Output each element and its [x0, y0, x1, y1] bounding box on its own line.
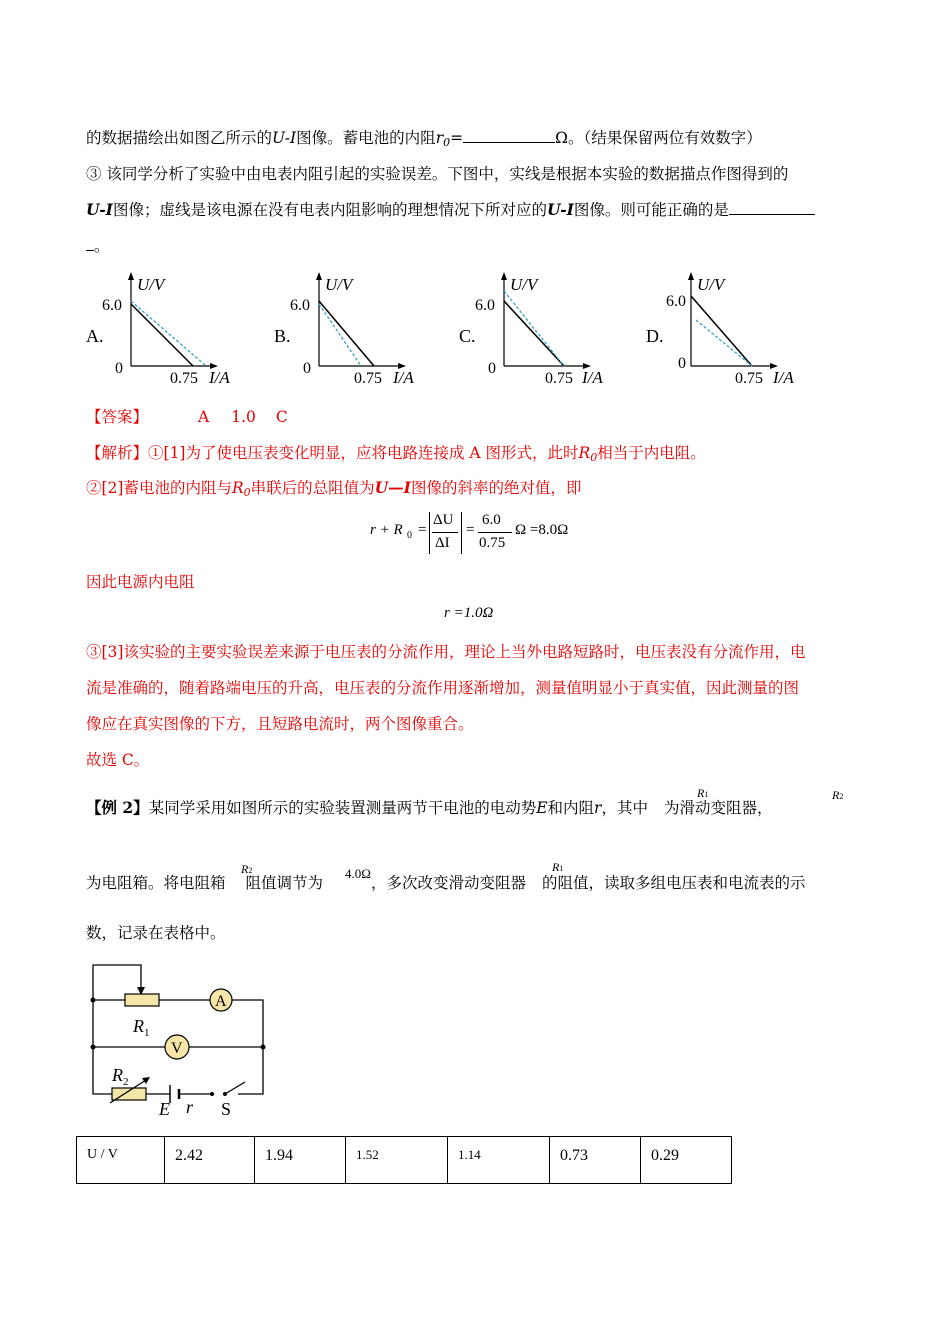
y-axis-arrow-icon — [316, 272, 322, 280]
formula-slope: r + R 0 = ΔU ΔI = 6.0 0.75 Ω =8.0Ω — [370, 510, 600, 556]
x-label: I/A — [393, 368, 414, 387]
analysis-p2: ②[2]蓄电池的内阻与$R_0$串联后的总阻值为U—I图像的斜率的绝对值，即 — [86, 478, 582, 499]
x-tick: 0.75 — [545, 370, 573, 387]
r2-value: 4.0Ω — [345, 866, 371, 881]
table-row — [77, 1137, 732, 1184]
y-tick: 6.0 — [102, 297, 122, 314]
solid-line — [319, 301, 374, 366]
graph-a[interactable] — [86, 272, 230, 387]
solid-line — [131, 304, 193, 366]
internal-resistance-label: r — [186, 1097, 194, 1117]
origin: 0 — [303, 360, 311, 377]
data-table — [76, 1136, 732, 1184]
voltmeter-label: V — [171, 1040, 183, 1057]
r2-symbol: R2 — [241, 862, 253, 876]
option-graphs — [0, 270, 950, 395]
analysis-p3: 因此电源内电阻 — [86, 573, 195, 591]
analysis-p6: 像应在真实图像的下方，且短路电流时，两个图像重合。 — [86, 715, 474, 733]
x-label: I/A — [582, 368, 603, 387]
dashed-line — [504, 291, 564, 366]
origin: 0 — [488, 360, 496, 377]
variable-arrow-icon — [142, 1077, 150, 1084]
y-tick: 6.0 — [666, 293, 686, 310]
r2-label: $R_2$ — [112, 1065, 129, 1088]
y-tick: 6.0 — [475, 297, 495, 314]
answer-blank[interactable] — [86, 236, 94, 251]
switch-blade — [225, 1082, 245, 1094]
dashed-line — [131, 301, 206, 366]
table-header-cell: U / V — [77, 1137, 165, 1184]
r1-resistor — [125, 994, 159, 1006]
switch-label: S — [221, 1099, 232, 1119]
table-cell: 1.52 — [346, 1137, 448, 1184]
switch-contact — [223, 1092, 227, 1096]
y-axis-arrow-icon — [501, 272, 507, 280]
analysis-p7: 故选 C。 — [86, 751, 150, 769]
dashed-line — [319, 304, 361, 366]
table-cell: 1.94 — [255, 1137, 346, 1184]
r2-symbol: R2 — [832, 788, 844, 802]
junction-dot — [261, 1045, 266, 1050]
graph-b[interactable] — [274, 272, 414, 387]
emf-label: E — [159, 1099, 170, 1119]
question-line-3: U-I图像；虚线是该电源在没有电表内阻影响的理想情况下所对应的U-I图像。则可能正确的是 — [86, 200, 815, 220]
answer-blank[interactable] — [463, 128, 555, 143]
y-axis-arrow-icon — [688, 272, 694, 280]
table-cell: 0.73 — [550, 1137, 641, 1184]
question-line-2: ③ 该同学分析了实验中由电表内阻引起的实验误差。下图中，实线是根据本实验的数据描点作图得到的 — [86, 165, 789, 183]
junction-dot — [91, 998, 96, 1003]
answer-line: 【答案】 A 1.0 C — [86, 408, 288, 426]
r1-symbol: R1 — [697, 786, 709, 800]
x-label: I/A — [773, 368, 794, 387]
ammeter-label: A — [215, 993, 227, 1010]
wire — [232, 1000, 263, 1047]
example2-line-1: 【例 2】某同学采用如图所示的实验装置测量两节干电池的电动势E和内阻r，其中 为滑动变阻器， — [86, 798, 773, 817]
y-tick: 6.0 — [290, 297, 310, 314]
question-line-1: 的数据描绘出如图乙所示的U-I图像。蓄电池的内阻$r_0= \Omega$。（结果保留两位有效数字） — [86, 129, 762, 149]
switch-contact — [210, 1092, 214, 1096]
option-label: A. — [86, 326, 104, 346]
table-cell: 2.42 — [165, 1137, 255, 1184]
answer-blank[interactable] — [729, 200, 815, 215]
question-line-4: 。 — [86, 236, 110, 256]
y-label: U/V — [697, 275, 725, 294]
x-tick: 0.75 — [735, 370, 763, 387]
table-cell: 0.29 — [641, 1137, 732, 1184]
example2-line-2: 为电阻箱。将电阻箱 阻值调节为 ，多次改变滑动变阻器 的阻值，读取多组电压表和电流表的示 — [86, 874, 806, 892]
y-axis-arrow-icon — [128, 272, 134, 280]
solid-line — [691, 296, 752, 366]
analysis-p5: 流是准确的，随着路端电压的升高，电压表的分流作用逐渐增加，测量值明显小于真实值，因此测量的图 — [86, 679, 800, 697]
y-label: U/V — [137, 275, 165, 294]
option-label: C. — [459, 326, 476, 346]
graph-d[interactable] — [646, 272, 794, 387]
junction-dot — [91, 1045, 96, 1050]
option-label: B. — [274, 326, 291, 346]
y-label: U/V — [510, 275, 538, 294]
example2-line-3: 数，记录在表格中。 — [86, 924, 226, 942]
origin: 0 — [678, 355, 686, 372]
x-tick: 0.75 — [170, 370, 198, 387]
r1-symbol: R1 — [552, 860, 564, 874]
x-label: I/A — [209, 368, 230, 387]
graph-c[interactable] — [459, 272, 603, 387]
table-cell: 1.14 — [448, 1137, 550, 1184]
formula-r: r =1.0Ω — [444, 605, 494, 621]
solid-line — [504, 301, 564, 366]
dashed-line — [696, 320, 752, 366]
origin: 0 — [115, 360, 123, 377]
circuit-diagram — [80, 955, 280, 1120]
x-tick: 0.75 — [354, 370, 382, 387]
wire — [238, 1047, 263, 1094]
analysis-p4: ③[3]该实验的主要实验误差来源于电压表的分流作用，理论上当外电路短路时，电压表没有分流作用，电 — [86, 643, 806, 661]
r1-label: $R_1$ — [133, 1016, 150, 1039]
y-label: U/V — [325, 275, 353, 294]
analysis-p1: 【解析】①[1]为了使电压表变化明显，应将电路连接成 A 图形式，此时$R_0$相当于内电阻。 — [86, 444, 706, 464]
option-label: D. — [646, 326, 664, 346]
